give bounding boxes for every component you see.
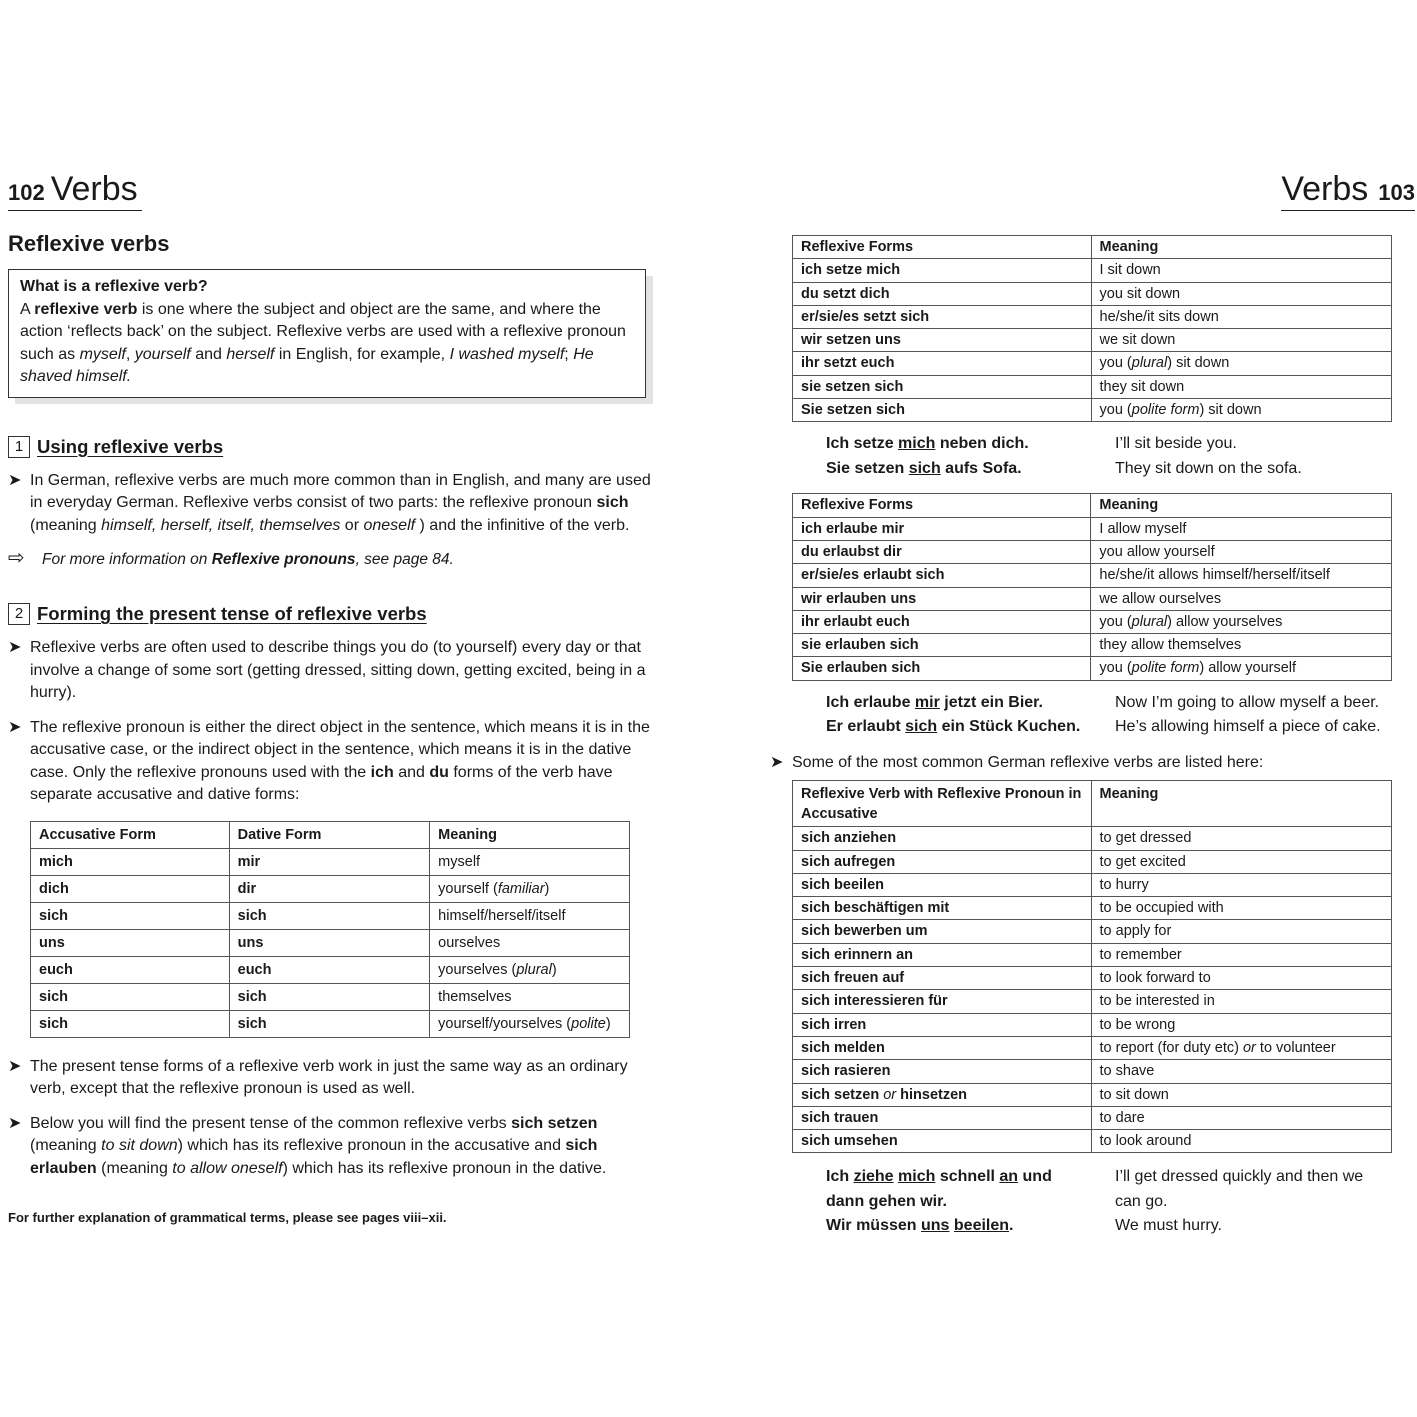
table-row: wir setzen uns we sit down	[793, 329, 1392, 352]
table-row: sich interessieren für to be interested in	[793, 990, 1392, 1013]
right-page	[770, 170, 1415, 1239]
table-row: dich dir yourself (familiar)	[31, 875, 630, 902]
page-number: 103	[1378, 180, 1415, 205]
header-cell: Meaning	[1091, 781, 1391, 827]
header-cell: Reflexive Forms	[793, 236, 1092, 259]
table-row: sich aufregen to get excited	[793, 850, 1392, 873]
header-cell: Reflexive Forms	[793, 494, 1091, 517]
header-cell: Meaning	[1091, 236, 1392, 259]
cross-reference: ⇨ For more information on Reflexive pronouns, see page 84.	[8, 547, 454, 569]
definition-box	[8, 269, 646, 398]
table-row: Sie erlauben sich you (polite form) allow yourself	[793, 657, 1392, 680]
table-row: euch euch yourselves (plural)	[31, 956, 630, 983]
bullet-arrow-icon: ➤	[8, 471, 22, 489]
running-title: Verbs	[1281, 170, 1369, 208]
reflexive-verbs-table	[792, 780, 1392, 1153]
table-row: wir erlauben uns we allow ourselves	[793, 587, 1392, 610]
setzen-table	[792, 235, 1392, 422]
header-cell: Meaning	[1091, 494, 1392, 517]
table-row: sich freuen auf to look forward to	[793, 967, 1392, 990]
bullet-paragraph: ➤ Some of the most common German reflexive verbs are listed here:	[770, 752, 1415, 775]
example-row: Sie setzen sich aufs Sofa. They sit down on the sofa.	[826, 459, 1302, 477]
bullet-arrow-icon: ➤	[770, 753, 784, 771]
bullet-arrow-icon: ➤	[8, 1114, 22, 1132]
table-row: sich umsehen to look around	[793, 1130, 1392, 1153]
hollow-arrow-icon: ⇨	[8, 547, 25, 569]
table-row: du erlaubst dir you allow yourself	[793, 540, 1392, 563]
header-cell: Reflexive Verb with Reflexive Pronoun in Accusative	[793, 781, 1092, 827]
table-row: sie erlauben sich they allow themselves	[793, 634, 1392, 657]
running-head-right	[1281, 170, 1415, 211]
table-row: sich trauen to dare	[793, 1106, 1392, 1129]
table-row: sich beeilen to hurry	[793, 873, 1392, 896]
setzen-examples	[826, 432, 1415, 481]
header-cell: Accusative Form	[31, 821, 230, 848]
heading-text: Forming the present tense of reflexive verbs	[37, 603, 427, 624]
table-row: du setzt dich you sit down	[793, 282, 1392, 305]
bullet-arrow-icon: ➤	[8, 718, 22, 736]
table-row: Sie setzen sich you (polite form) sit down	[793, 399, 1392, 422]
definition-text: A reflexive verb is one where the subject and object are the same, and where the action ‘reflects back’ on the subject. Reflexive verbs are used with a reflexive pronoun such as myself, yourself and herself in English, for example, I washed myself; He shaved himself.	[20, 300, 626, 385]
table-row: mich mir myself	[31, 848, 630, 875]
table-row: er/sie/es setzt sich he/she/it sits down	[793, 305, 1392, 328]
header-cell: Meaning	[430, 821, 630, 848]
table-row: sich sich himself/herself/itself	[31, 902, 630, 929]
table-row: sich irren to be wrong	[793, 1013, 1392, 1036]
bullet-paragraph: ➤ The present tense forms of a reflexive verb work in just the same way as an ordinary verb, except that the reflexive pronoun is used as well.	[8, 1057, 628, 1097]
table-row: ihr erlaubt euch you (plural) allow yourselves	[793, 610, 1392, 633]
table-row: sich sich themselves	[31, 983, 630, 1010]
page-number: 102	[8, 180, 45, 205]
bullet-paragraph: ➤ In German, reflexive verbs are much more common than in English, and many are used in everyday German. Reflexive verbs consist of two parts: the reflexive pronoun sich (meaning himself, herself, itself, themselves or oneself ) and the infinitive of the verb.	[8, 471, 651, 534]
pronoun-table	[30, 821, 630, 1038]
table-row: er/sie/es erlaubt sich he/she/it allows himself/herself/itself	[793, 564, 1392, 587]
section-title: Reflexive verbs	[8, 231, 170, 256]
table-row: sich setzen or hinsetzen to sit down	[793, 1083, 1392, 1106]
example-row: Wir müssen uns beeilen. We must hurry.	[826, 1217, 1222, 1235]
example-row: Ich setze mich neben dich. I’ll sit beside you.	[826, 435, 1237, 453]
final-examples	[826, 1165, 1415, 1239]
table-header-row	[793, 494, 1392, 517]
table-row: sich beschäftigen mit to be occupied with	[793, 897, 1392, 920]
definition-question: What is a reflexive verb?	[20, 278, 208, 295]
example-row: Er erlaubt sich ein Stück Kuchen. He’s allowing himself a piece of cake.	[826, 718, 1381, 736]
heading-using-reflexive-verbs	[8, 436, 656, 458]
table-header-row	[793, 781, 1392, 827]
definition-box-wrapper	[8, 269, 653, 398]
table-row: sich bewerben um to apply for	[793, 920, 1392, 943]
heading-number: 2	[8, 603, 30, 625]
bullet-paragraph: ➤ The reflexive pronoun is either the direct object in the sentence, which means it is in the accusative case, or the indirect object in the sentence, which means it is in the dative case. Only the reflexive pronouns used with the ich and du forms of the verb have separate accusative and dative forms:	[8, 718, 650, 803]
table-row: sich melden to report (for duty etc) or to volunteer	[793, 1036, 1392, 1059]
heading-forming-present-tense	[8, 603, 656, 625]
table-row: ich erlaube mir I allow myself	[793, 517, 1392, 540]
bullet-paragraph: ➤ Below you will find the present tense of the common reflexive verbs sich setzen (meaning to sit down) which has its reflexive pronoun in the accusative and sich erlauben (meaning to allow oneself) which has its reflexive pronoun in the dative.	[8, 1114, 607, 1177]
running-head-left	[8, 170, 142, 211]
erlauben-table	[792, 493, 1392, 680]
heading-text: Using reflexive verbs	[37, 435, 224, 457]
table-header-row	[31, 821, 630, 848]
left-page	[8, 170, 656, 1225]
footnote: For further explanation of grammatical terms, please see pages viii–xii.	[8, 1210, 447, 1225]
bullet-paragraph: ➤ Reflexive verbs are often used to describe things you do (to yourself) every day or that involve a change of some sort (getting dressed, sitting down, getting excited, being in a hurry).	[8, 639, 646, 701]
bullet-arrow-icon: ➤	[8, 1057, 22, 1075]
table-header-row	[793, 236, 1392, 259]
erlauben-examples	[826, 691, 1415, 740]
table-row: sich erinnern an to remember	[793, 943, 1392, 966]
running-title: Verbs	[50, 170, 138, 208]
table-row: ich setze mich I sit down	[793, 259, 1392, 282]
header-cell: Dative Form	[229, 821, 430, 848]
table-row: uns uns ourselves	[31, 929, 630, 956]
table-row: ihr setzt euch you (plural) sit down	[793, 352, 1392, 375]
table-row: sie setzen sich they sit down	[793, 375, 1392, 398]
example-row: Ich ziehe mich schnell an und dann gehen wir. I’ll get dressed quickly and then we can go.	[826, 1168, 1364, 1210]
bullet-arrow-icon: ➤	[8, 639, 22, 656]
heading-number: 1	[8, 436, 30, 458]
table-row: sich rasieren to shave	[793, 1060, 1392, 1083]
table-row: sich anziehen to get dressed	[793, 827, 1392, 850]
example-row: Ich erlaube mir jetzt ein Bier. Now I’m going to allow myself a beer.	[826, 693, 1380, 711]
table-row: sich sich yourself/yourselves (polite)	[31, 1010, 630, 1037]
